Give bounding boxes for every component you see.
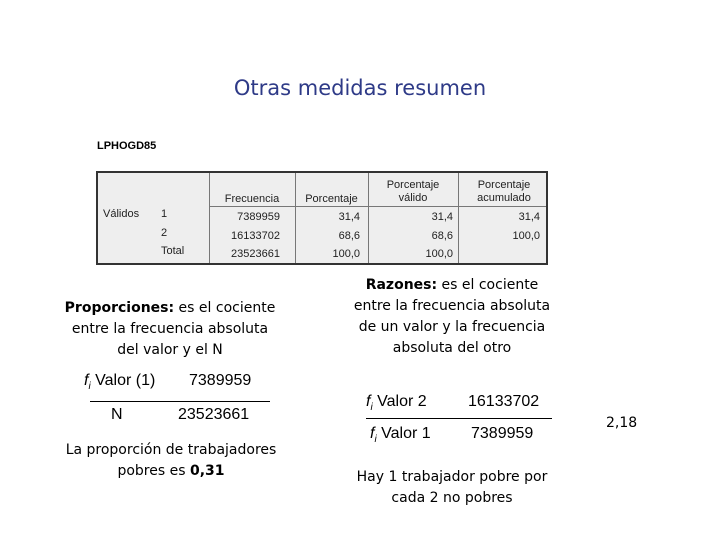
razon-denominator-label (370, 425, 431, 445)
proporcion-denominator-value: 23523661 (178, 406, 250, 423)
razon-numerator-label (366, 393, 427, 413)
numerator-label: Valor (1) (90, 372, 156, 389)
table-divider (368, 173, 369, 263)
razon-conclusion: Hay 1 trabajador pobre por cada 2 no pobres (356, 469, 548, 506)
header-porcentaje-acumulado: Porcentaje acumulado (477, 179, 531, 204)
frequency-table (96, 171, 548, 265)
cell-valido: 68,6 (431, 230, 453, 242)
frequency-symbol: f (84, 372, 89, 389)
group-label: Válidos (103, 208, 140, 220)
cell-acumulado: 100,0 (512, 230, 540, 242)
proporcion-conclusion (56, 440, 286, 482)
header-frecuencia: Frecuencia (224, 193, 280, 205)
proporcion-result: 0,31 (189, 463, 225, 479)
fraction-bar (90, 401, 270, 402)
denominator-label: Valor 1 (376, 425, 431, 442)
frequency-symbol: f (370, 425, 375, 442)
razones-definition (352, 275, 552, 359)
cell-valido: 31,4 (431, 211, 453, 223)
fraction-bar (366, 418, 552, 419)
cell-frecuencia: 23523661 (231, 248, 280, 260)
cell-acumulado: 31,4 (518, 211, 540, 223)
proporciones-heading: Proporciones: (64, 300, 175, 316)
razones-heading: Razones: (365, 277, 438, 293)
proporcion-numerator-label (84, 372, 155, 392)
razon-denominator-value: 7389959 (471, 425, 534, 442)
row-label: Total (161, 245, 185, 257)
proporcion-denominator-label: N (111, 406, 123, 423)
proporcion-conclusion-text: La proporción de trabajadores pobres es (65, 442, 277, 479)
page-title: Otras medidas resumen (233, 76, 487, 100)
razon-numerator-value: 16133702 (468, 393, 540, 410)
table-name: LPHOGD85 (97, 140, 157, 152)
numerator-label: Valor 2 (372, 393, 427, 410)
cell-porcentaje: 31,4 (338, 211, 360, 223)
header-porcentaje-valido: Porcentaje válido (386, 179, 440, 204)
razones-text: es el cociente entre la frecuencia absoluta de un valor y la frecuencia absoluta del otro (353, 277, 551, 356)
cell-porcentaje: 68,6 (338, 230, 360, 242)
frequency-subscript: i (374, 434, 377, 446)
row-label: 2 (161, 227, 168, 239)
table-divider (209, 206, 546, 207)
razon-result: 2,18 (606, 415, 638, 431)
cell-frecuencia: 7389959 (237, 211, 280, 223)
cell-frecuencia: 16133702 (231, 230, 280, 242)
cell-valido: 100,0 (425, 248, 453, 260)
proporciones-definition (60, 298, 280, 361)
header-porcentaje: Porcentaje (305, 193, 358, 205)
table-divider (458, 173, 459, 263)
table-divider (295, 173, 296, 263)
proporciones-text: es el cociente entre la frecuencia absoluta del valor y el N (71, 300, 276, 358)
frequency-subscript: i (370, 402, 373, 414)
proporcion-numerator-value: 7389959 (189, 372, 252, 389)
frequency-subscript: i (88, 381, 91, 393)
row-label: 1 (161, 208, 168, 220)
table-divider (209, 173, 210, 263)
frequency-symbol: f (366, 393, 371, 410)
cell-porcentaje: 100,0 (332, 248, 360, 260)
